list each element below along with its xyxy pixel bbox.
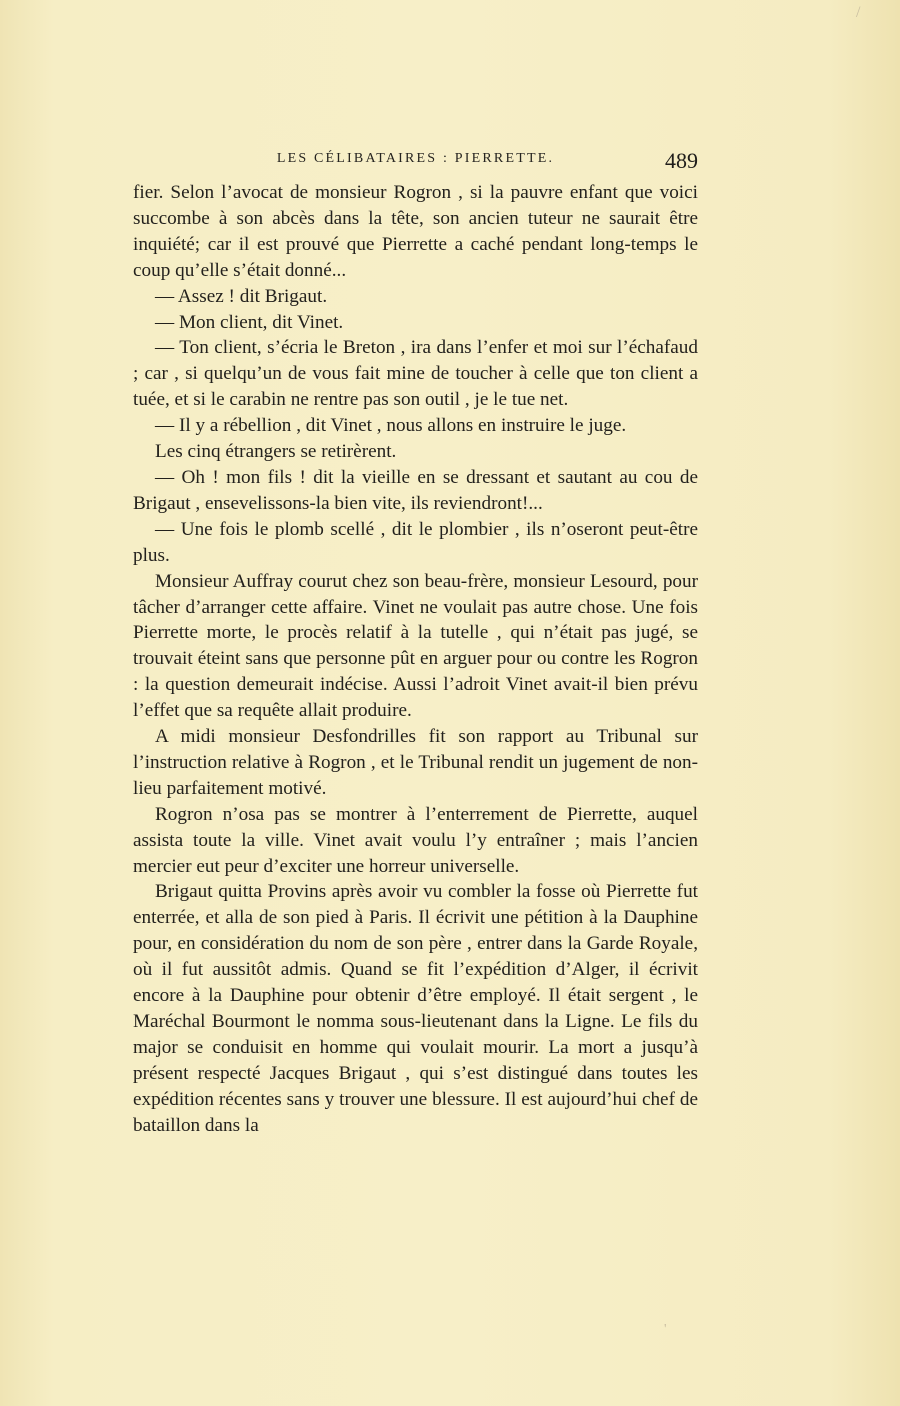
paragraph: A midi monsieur Desfondrilles fit son rapport au Tribunal sur l’instruction relative à Rogron , et le Tribunal rendit un jugement de non-lieu parfaitement motivé. xyxy=(133,726,698,799)
paragraph: — Oh ! mon fils ! dit la vieille en se dressant et sautant au cou de Brigaut , ensevelissons-la bien vite, ils reviendront!... xyxy=(133,466,698,514)
paragraph: — Il y a rébellion , dit Vinet , nous allons en instruire le juge. xyxy=(155,415,627,437)
paragraph: fier. Selon l’avocat de monsieur Rogron , si la pauvre enfant que voici succombe à son abcès dans la tête, son ancien tuteur ne saurait être inquiété; car il est prouvé que Pierrette a caché pendant long-temps le coup qu’elle s’était donné... xyxy=(133,182,698,281)
running-head xyxy=(133,148,698,176)
running-title: LES CÉLIBATAIRES : PIERRETTE. xyxy=(276,151,555,166)
body-text xyxy=(133,180,698,1139)
page-number: 489 xyxy=(665,148,698,173)
paragraph: Brigaut quitta Provins après avoir vu combler la fosse où Pierrette fut enterrée, et alla de son pied à Paris. Il écrivit une pétition à la Dauphine pour, en considération du nom de son père , entrer dans la Garde Royale, où il fut aussitôt admis. Quand se fit l’expédition d’Alger, il écrivit encore à la Dauphine pour obtenir d’être employé. Il était sergent , le Maréchal Bourmont le nomma sous-lieutenant dans la Ligne. Le fils du major se conduisit en homme qui voulait mourir. La mort a jusqu’à présent respecté Jacques Brigaut , qui s’est distingué dans toutes les expédition récentes sans y trouver une blessure. Il est aujourd’hui chef de bataillon dans la xyxy=(133,881,698,1136)
paragraph: — Ton client, s’écria le Breton , ira dans l’enfer et moi sur l’échafaud ; car , si quelqu’un de vous fait mine de toucher à celle que ton client a tuée, et si le carabin ne rentre pas son outil , je le tue net. xyxy=(133,337,698,411)
margin-mark: / xyxy=(856,4,861,21)
margin-mark: ' xyxy=(664,1322,667,1337)
paragraph: Rogron n’osa pas se montrer à l’enterrement de Pierrette, auquel assista toute la ville. Vinet avait voulu l’y entraîner ; mais l’ancien mercier eut peur d’exciter une horreur universelle. xyxy=(133,803,698,877)
paragraph: — Mon client, dit Vinet. xyxy=(155,311,344,333)
paragraph: — Assez ! dit Brigaut. xyxy=(155,285,328,307)
paragraph: Les cinq étrangers se retirèrent. xyxy=(155,441,397,463)
paragraph: Monsieur Auffray courut chez son beau-frère, monsieur Lesourd, pour tâcher d’arranger cette affaire. Vinet ne voulait pas autre chose. Une fois Pierrette morte, le procès relatif à la tutelle , qui n’était pas jugé, se trouvait éteint sans que personne pût en arguer pour ou contre les Rogron : la question demeurait indécise. Aussi l’adroit Vinet avait-il bien prévu l’effet que sa requête allait produire. xyxy=(133,570,698,722)
paragraph: — Une fois le plomb scellé , dit le plombier , ils n’oseront peut-être plus. xyxy=(133,518,698,566)
